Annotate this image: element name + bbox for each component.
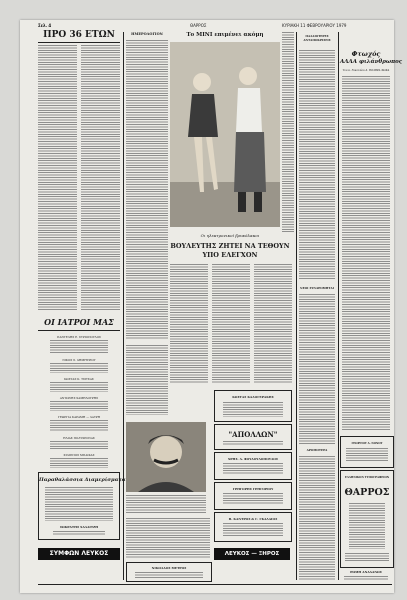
printing-ad [340, 436, 394, 468]
ad-box [214, 512, 292, 542]
page-header [20, 20, 394, 30]
bottom-ad-name: ΡΩΜΗ ΑΝΑΔΑΝΩΣ [350, 570, 382, 574]
ad-box [214, 452, 292, 480]
stats-text [126, 345, 168, 415]
doctor-info [50, 458, 108, 468]
fashion-photo-illustration [170, 42, 280, 227]
article-text [299, 456, 335, 580]
article-text [81, 45, 120, 310]
ad-box-name: Β. ΚΑΝΤΡΟΣ & Γ. ΓΚΑΛΑΙΟΣ [228, 517, 278, 521]
doctor-info [50, 340, 108, 354]
right-title-2: ΑΛΛΑ φιλάνθρωπος [340, 59, 403, 65]
article-text [282, 32, 294, 232]
article-text [38, 45, 77, 310]
article-text [212, 264, 250, 384]
ad-box [126, 562, 212, 582]
portrait-illustration [126, 422, 206, 492]
right-byline: Του κ. Νικολάου Δ. ΒΟΛΒΡΑ ΦΩΚΑ [342, 69, 390, 72]
ad-box-name: ΚΩΣΤΑΣ ΚΑΛΟΓΕΡΑΚΗΣ [232, 395, 274, 399]
ad-box-text [345, 553, 389, 561]
ad-text [45, 487, 113, 521]
ad-box [214, 390, 292, 422]
left-headline: ΠΡΟ 36 ΕΤΩΝ [43, 30, 115, 40]
column-rule [296, 32, 297, 580]
doctor-info [50, 401, 108, 411]
doctor-name: ΦΙΛΙΠΠΟΣ ΜΠΑΙΚΑΣ [63, 453, 95, 457]
doctor-name: ΚΩΣΤΑΣ Κ. ΤΣΙΤΣΑΣ [64, 377, 94, 381]
ad-name: ΣΩΚΡΑΤΗΣ ΧΑΛΑΙΤΖΗ [59, 525, 99, 529]
doctor-info [50, 363, 108, 373]
newspaper-page [20, 20, 403, 593]
bottom-banner-middle: ΛΕΥΚΟΣ — ΞΗΡΟΣ [214, 548, 290, 560]
ad-title-line1: Παραθαλάσσια Διαμερίσματα [39, 477, 126, 483]
ad-box-text [223, 463, 283, 475]
ad-box-text [223, 441, 283, 446]
apollon-ad [214, 424, 292, 450]
ad-box-text [126, 518, 210, 558]
ad-box [214, 482, 292, 510]
doctor-name: ΠΑΝΤΕΛΗΣ Ε. ΣΥΡΙΟΠΟΥΛΟΣ [57, 335, 101, 339]
ad-box-text [344, 576, 388, 581]
doctor-name: ΝΙΚΟΣ Σ. ΔΗΜΗΤΡΙΟΥ [62, 358, 96, 362]
issue-date: ΚΥΡΙΑΚΗ 11 ΦΕΒΡΟΥΑΡΙΟΥ 1979 [282, 23, 347, 28]
ad-box-name: ΧΡΗΣ. Δ. ΦΟΥΔΟΥΛΟΠΟΥΛΟΣ [227, 457, 279, 461]
article-text [342, 76, 390, 431]
ad-box-name: ΓΡΗΓΟΡΗΣ ΓΡΗΓΟΡΙΟΥ [232, 487, 274, 491]
ad-text [53, 531, 105, 536]
ad-box-text [223, 523, 283, 537]
rule [38, 42, 120, 43]
paper-name: ΘΑΡΡΟΣ [190, 23, 207, 28]
ad-box-text [223, 402, 283, 417]
other-head: ΑΡΟΜΟΤΕΡΑ [306, 448, 328, 452]
article-text [299, 50, 335, 280]
apollon-title: "ΑΠΟΛΛΩΝ" [228, 430, 278, 439]
middle-headline: ΒΟΥΛΕΥΤΗΣ ΖΗΤΕΙ ΝΑ ΤΕΘΟΥΝ ΥΠΟ ΕΛΕΓΧΟΝ [170, 242, 290, 259]
column-rule [123, 32, 124, 580]
tharros-sub: ΕΛΛΗΝΙΚΟΝ ΤΥΠΟΓΡΑΦΕΙΟΝ [344, 476, 390, 479]
page-number: Σελ. 4 [38, 23, 52, 28]
doctor-info [50, 420, 108, 432]
portrait-photo [126, 422, 206, 492]
rule [38, 330, 120, 331]
small-caption: Οι ηλεκτρονικοί βρυκόλακοι [200, 233, 260, 238]
tharros-ad [340, 470, 394, 568]
doctor-name: ΓΕΩΡΓΙΑ ΚΑΡΑΜΗ — ΛΑΥΡΗ [57, 415, 101, 419]
right-title-1: Φτωχός [351, 50, 381, 58]
bottom-banner-left: ΣΥΜΦΩΝ ΛΕΥΚΟΣ [38, 548, 120, 560]
photo-caption-text [126, 495, 206, 513]
bottom-rule [38, 584, 392, 585]
ad-box-text [223, 493, 283, 505]
apartments-ad [38, 472, 126, 540]
doctor-info [50, 382, 108, 392]
ad-box-text [349, 503, 385, 549]
ad-box-text [346, 448, 388, 462]
fashion-photo [170, 42, 280, 227]
printing-ad-name: ΓΕΩΡΓΙΟΥ Δ. ΝΟΝΟΥ [351, 442, 383, 445]
article-text [299, 294, 335, 444]
photo-top-caption: Το ΜΙΝΙ επιμένει ακόμη [186, 32, 264, 38]
tharros-title: ΘΑΡΡΟΣ [344, 487, 390, 498]
doctor-info [50, 441, 108, 449]
column-rule [338, 32, 339, 580]
ad-box-text [135, 572, 203, 578]
stats-heading: ΗΜΕΡΟΛΟΓΙΟΝ [131, 32, 163, 36]
right-column-head: ΠΑΛΑΙΟΤΕΡΕΣ ΑΝΤΑΠΟΚΡΙΣΕΙΣ [303, 34, 331, 42]
doctor-name: ΗΛΙΑΣ ΠΟΛΥΧΡΟΝΑΣ [63, 436, 95, 440]
doctor-name: ΑΝΤΩΝΗΣ ΧΑΜΗΛΟΥΡΗΣ [59, 396, 99, 400]
article-text [170, 264, 208, 384]
stats-text [126, 40, 168, 340]
subscribers-head: ΝΕΟΙ ΣΥΝΔΡΟΜΗΤΑΙ [300, 286, 334, 290]
doctors-heading: ΟΙ ΙΑΤΡΟΙ ΜΑΣ [44, 317, 114, 327]
article-text [254, 264, 292, 384]
ad-box-name: ΝΙΚΟΛΑΟΣ ΜΕΤΡΟΣ [151, 566, 187, 570]
